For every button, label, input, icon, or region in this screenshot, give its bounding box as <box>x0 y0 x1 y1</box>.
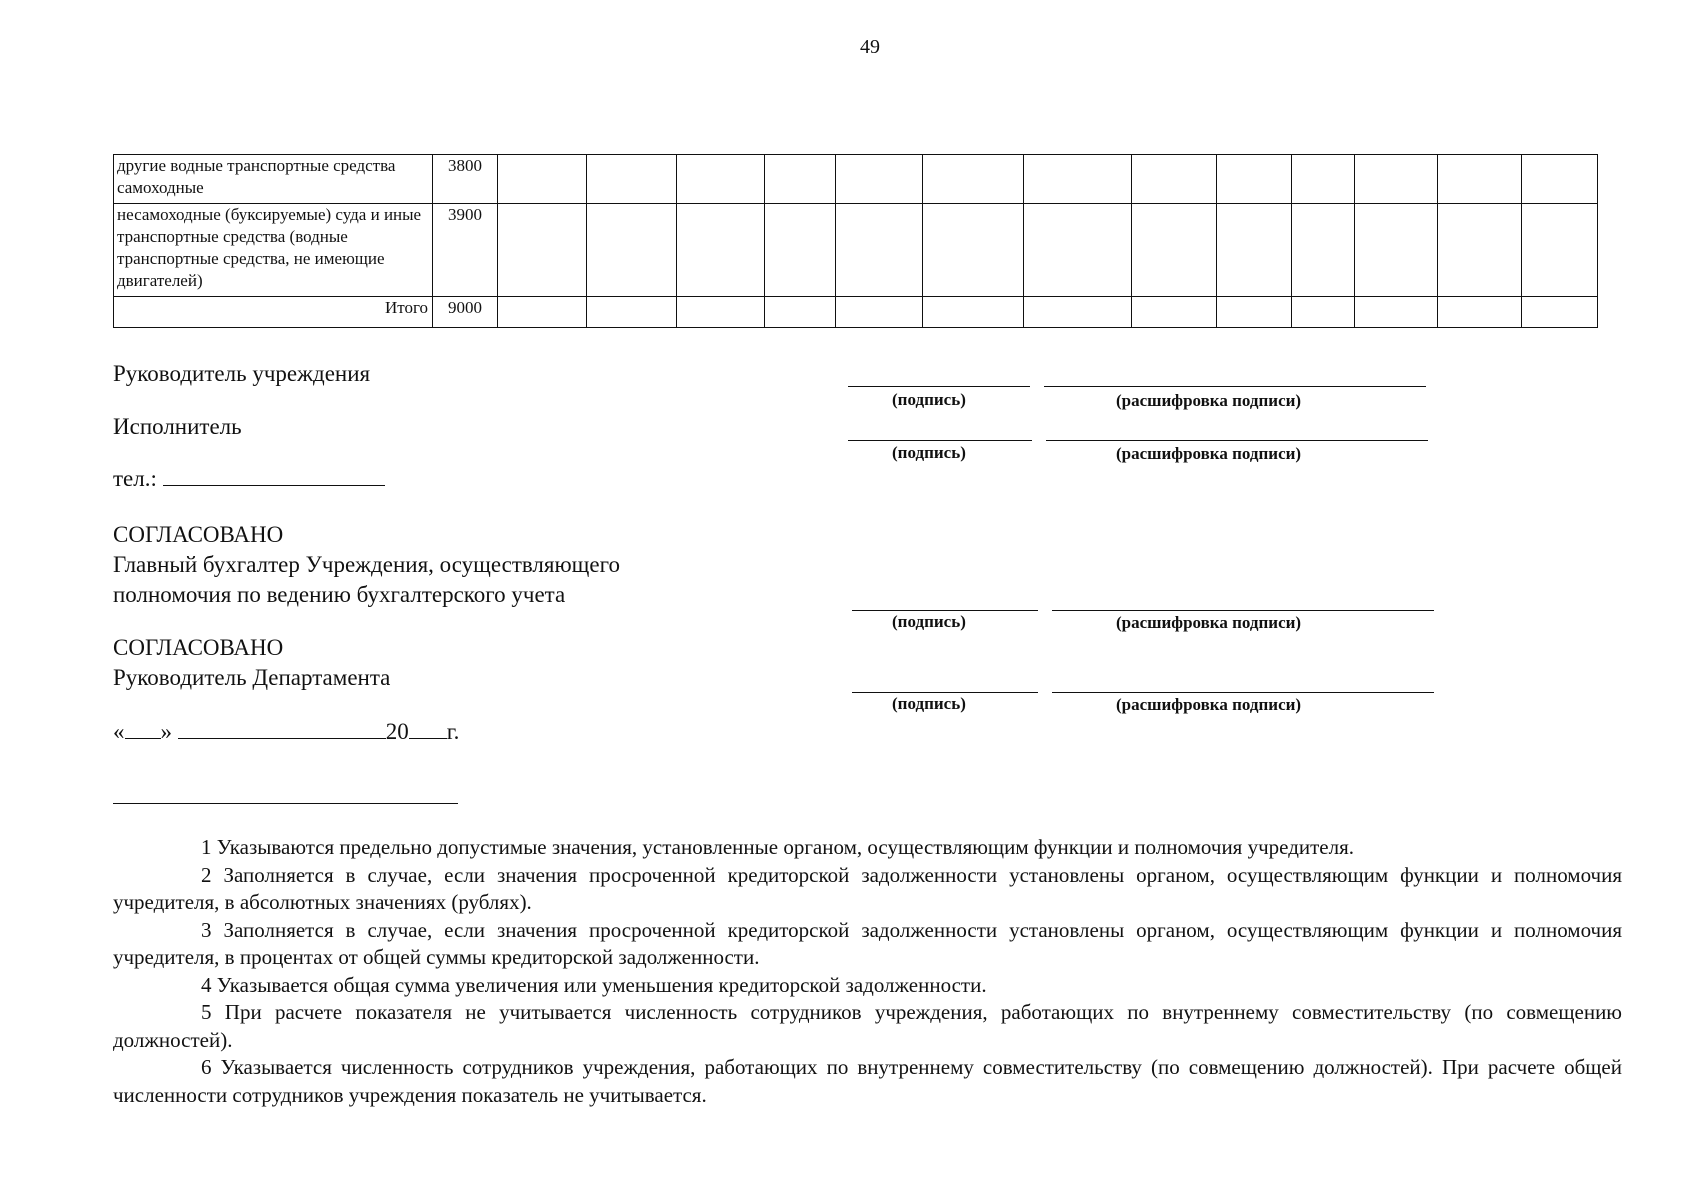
empty-cell[interactable] <box>765 297 836 328</box>
data-table <box>113 154 1598 328</box>
footnote-1: 1 Указываются предельно допустимые значения, установленные органом, осуществляющим функции и полномочия учредителя. <box>201 835 1355 859</box>
empty-cell[interactable] <box>1438 204 1522 297</box>
row-name: несамоходные (буксируемые) суда и иные транспортные средства (водные транспортные средства, не имеющие двигателей) <box>114 204 433 297</box>
empty-cell[interactable] <box>1132 155 1217 204</box>
empty-cell[interactable] <box>765 155 836 204</box>
row-code: 3900 <box>433 204 498 297</box>
footnote-6: 6 Указывается численность сотрудников учреждения, работающих по внутреннему совместительству (по совмещению должностей). При расчете общей численности сотрудников учреждения показатель не учитывается. <box>113 1055 1622 1107</box>
table-row-total <box>114 297 1598 328</box>
empty-cell[interactable] <box>1024 155 1132 204</box>
empty-cell[interactable] <box>498 204 587 297</box>
approval-stamp: СОГЛАСОВАНО <box>113 522 284 547</box>
empty-cell[interactable] <box>587 155 677 204</box>
month-field[interactable] <box>178 718 386 739</box>
page-number: 49 <box>860 36 880 58</box>
empty-cell[interactable] <box>1292 204 1355 297</box>
empty-cell[interactable] <box>498 155 587 204</box>
empty-cell[interactable] <box>1024 204 1132 297</box>
empty-cell[interactable] <box>677 155 765 204</box>
decode-caption: (расшифровка подписи) <box>1116 613 1302 632</box>
decode-line[interactable] <box>1052 610 1434 611</box>
signature-caption: (подпись) <box>892 694 966 713</box>
empty-cell[interactable] <box>765 204 836 297</box>
table-row <box>114 155 1598 204</box>
empty-cell[interactable] <box>1438 155 1522 204</box>
phone-label: тел.: <box>113 466 157 491</box>
empty-cell[interactable] <box>587 297 677 328</box>
row-code: 9000 <box>433 297 498 328</box>
empty-cell[interactable] <box>1217 297 1292 328</box>
signature-caption: (подпись) <box>892 390 966 409</box>
empty-cell[interactable] <box>1292 155 1355 204</box>
decode-caption: (расшифровка подписи) <box>1116 391 1302 410</box>
signature-caption: (подпись) <box>892 443 966 462</box>
empty-cell[interactable] <box>1355 297 1438 328</box>
empty-cell[interactable] <box>923 155 1024 204</box>
empty-cell[interactable] <box>1292 297 1355 328</box>
approval-position: Руководитель Департамента <box>113 665 391 690</box>
empty-cell[interactable] <box>836 297 923 328</box>
footnotes <box>113 834 1622 1109</box>
empty-cell[interactable] <box>1438 297 1522 328</box>
empty-cell[interactable] <box>1522 155 1598 204</box>
empty-cell[interactable] <box>1355 204 1438 297</box>
row-code: 3800 <box>433 155 498 204</box>
empty-cell[interactable] <box>836 155 923 204</box>
footnote-3: 3 Заполняется в случае, если значения просроченной кредиторской задолженности установлены органом, осуществляющим функции и полномочия учредителя, в процентах от общей суммы кредиторской задолженности. <box>113 917 1622 969</box>
footnote-2: 2 Заполняется в случае, если значения просроченной кредиторской задолженности установлены органом, осуществляющим функции и полномочия учредителя, в абсолютных значениях (рублях). <box>113 862 1622 914</box>
table-row <box>114 204 1598 297</box>
phone-field[interactable] <box>163 465 385 486</box>
head-label: Руководитель учреждения <box>113 361 371 386</box>
signature-line[interactable] <box>852 692 1038 693</box>
year-prefix: 20 <box>385 719 409 744</box>
year-field[interactable] <box>409 718 447 739</box>
executor-label: Исполнитель <box>113 414 242 439</box>
decode-line[interactable] <box>1044 386 1426 387</box>
decode-caption: (расшифровка подписи) <box>1116 695 1302 714</box>
quote-open: « <box>113 719 125 744</box>
empty-cell[interactable] <box>498 297 587 328</box>
empty-cell[interactable] <box>1217 155 1292 204</box>
approval-stamp: СОГЛАСОВАНО <box>113 635 284 660</box>
empty-cell[interactable] <box>677 297 765 328</box>
row-name: другие водные транспортные средства самоходные <box>114 155 433 204</box>
empty-cell[interactable] <box>923 204 1024 297</box>
empty-cell[interactable] <box>1355 155 1438 204</box>
empty-cell[interactable] <box>923 297 1024 328</box>
quote-close: » <box>160 719 172 744</box>
decode-line[interactable] <box>1052 692 1434 693</box>
phone-row <box>113 464 385 494</box>
empty-cell[interactable] <box>836 204 923 297</box>
empty-cell[interactable] <box>1024 297 1132 328</box>
empty-cell[interactable] <box>1522 204 1598 297</box>
decode-line[interactable] <box>1046 440 1428 441</box>
date-line <box>113 717 459 747</box>
signature-line[interactable] <box>852 610 1038 611</box>
decode-caption: (расшифровка подписи) <box>1116 444 1302 463</box>
empty-cell[interactable] <box>1522 297 1598 328</box>
approval-position: полномочия по ведению бухгалтерского учета <box>113 582 566 607</box>
day-field[interactable] <box>125 718 161 739</box>
signature-line[interactable] <box>848 440 1032 441</box>
empty-cell[interactable] <box>1132 204 1217 297</box>
signature-line[interactable] <box>848 386 1030 387</box>
empty-cell[interactable] <box>677 204 765 297</box>
footnote-4: 4 Указывается общая сумма увеличения или уменьшения кредиторской задолженности. <box>201 972 987 997</box>
empty-cell[interactable] <box>1217 204 1292 297</box>
empty-cell[interactable] <box>587 204 677 297</box>
approval-position: Главный бухгалтер Учреждения, осуществляющего <box>113 552 620 577</box>
footnote-separator <box>113 803 458 804</box>
year-suffix: г. <box>446 719 460 744</box>
empty-cell[interactable] <box>1132 297 1217 328</box>
total-label: Итого <box>114 297 433 328</box>
signature-caption: (подпись) <box>892 612 966 631</box>
footnote-5: 5 При расчете показателя не учитывается численность сотрудников учреждения, работающих по внутреннему совместительству (по совмещению должностей). <box>113 1000 1622 1052</box>
